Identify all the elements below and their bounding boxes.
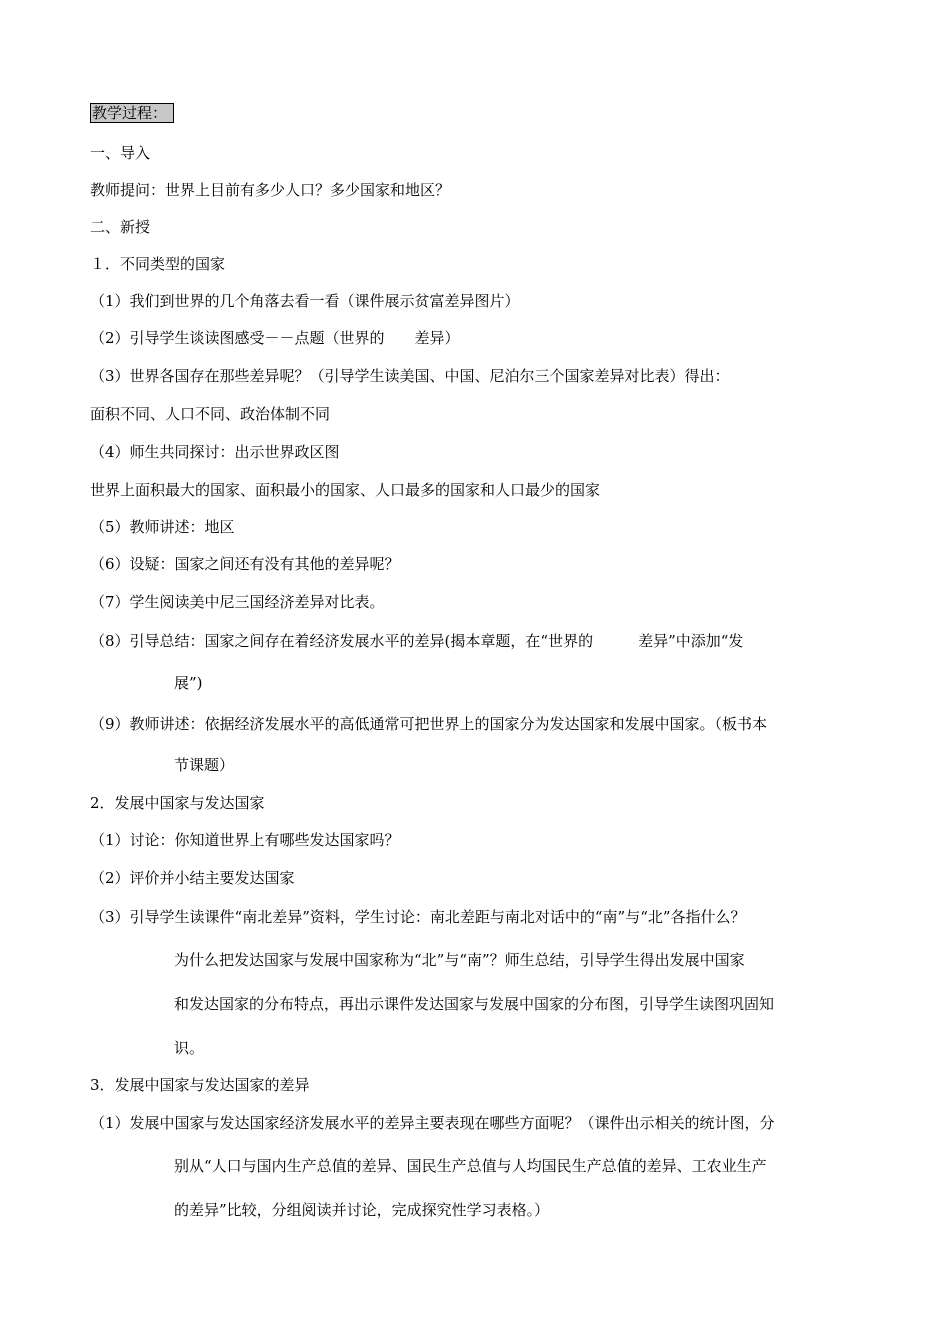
- list-item: （4）师生共同探讨：出示世界政区图: [90, 443, 340, 461]
- list-item-continuation: 展”): [174, 674, 203, 692]
- list-item-continuation: 和发达国家的分布特点，再出示课件发达国家与发展中国家的分布图，引导学生读图巩固知: [174, 995, 775, 1013]
- text-line: 教师提问：世界上目前有多少人口？多少国家和地区？: [90, 181, 451, 199]
- list-item-continuation: 别从“人口与国内生产总值的差异、国民生产总值与人均国民生产总值的差异、工农业生产: [174, 1157, 767, 1175]
- list-item: （1）讨论：你知道世界上有哪些发达国家吗？: [90, 831, 400, 849]
- lesson-process-heading: [90, 103, 174, 123]
- heading-label: 教学过程：: [90, 103, 174, 123]
- list-item-continuation: 的差异”比较，分组阅读并讨论，完成探究性学习表格。）: [174, 1201, 550, 1219]
- list-item-continuation: 为什么把发达国家与发展中国家称为“北”与“南”？师生总结，引导学生得出发展中国家: [174, 951, 745, 969]
- subsection-title: １．不同类型的国家: [90, 255, 226, 273]
- section-new-lesson: 二、新授: [90, 218, 151, 236]
- list-item: （8）引导总结：国家之间存在着经济发展水平的差异(揭本章题，在“世界的 差异”中添加“发: [90, 632, 744, 650]
- list-item: （1）我们到世界的几个角落去看一看（课件展示贫富差异图片）: [90, 292, 520, 310]
- subsection-title: 2．发展中国家与发达国家: [90, 794, 265, 812]
- list-item: （2）引导学生谈读图感受－－点题（世界的 差异）: [90, 329, 460, 347]
- list-item: （6）设疑：国家之间还有没有其他的差异呢？: [90, 555, 400, 573]
- list-item: （5）教师讲述：地区: [90, 518, 235, 536]
- section-intro: 一、导入: [90, 144, 151, 162]
- list-item: （3）世界各国存在那些差异呢？（引导学生读美国、中国、尼泊尔三个国家差异对比表）得出：: [90, 367, 730, 385]
- list-item: （9）教师讲述：依据经济发展水平的高低通常可把世界上的国家分为发达国家和发展中国家。（板书本: [90, 715, 768, 733]
- list-item: （3）引导学生读课件“南北差异”资料，学生讨论：南北差距与南北对话中的“南”与“北”各指什么？: [90, 908, 746, 926]
- list-item: （2）评价并小结主要发达国家: [90, 869, 295, 887]
- list-item: （1）发展中国家与发达国家经济发展水平的差异主要表现在哪些方面呢？（课件出示相关的统计图，分: [90, 1114, 775, 1132]
- subsection-title: 3．发展中国家与发达国家的差异: [90, 1076, 310, 1094]
- text-line: 世界上面积最大的国家、面积最小的国家、人口最多的国家和人口最少的国家: [90, 481, 601, 499]
- text-line: 面积不同、人口不同、政治体制不同: [90, 405, 331, 423]
- list-item-continuation: 识。: [174, 1039, 205, 1057]
- list-item-continuation: 节课题）: [174, 756, 235, 774]
- list-item: （7）学生阅读美中尼三国经济差异对比表。: [90, 593, 385, 611]
